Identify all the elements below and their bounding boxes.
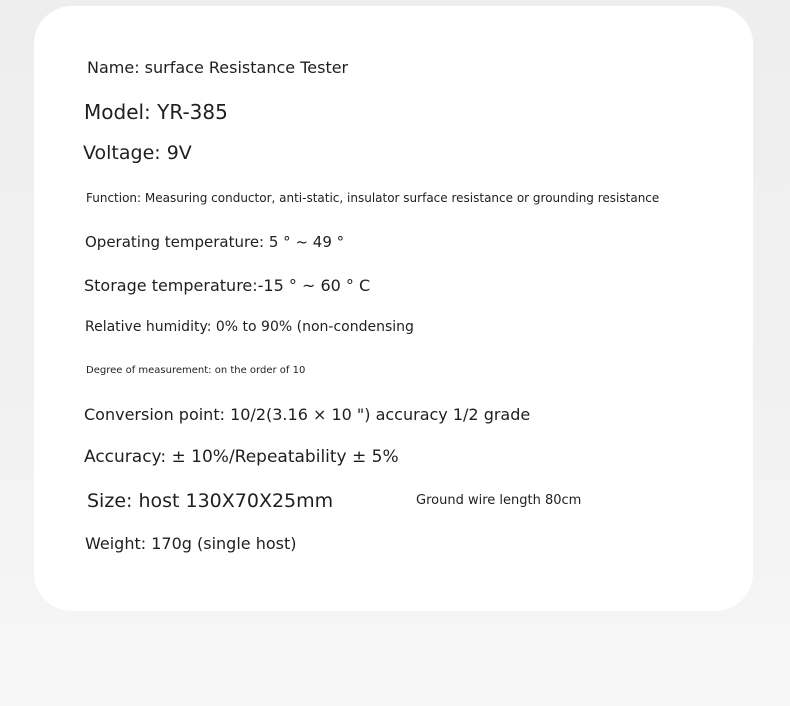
spec-name: Name: surface Resistance Tester <box>87 58 349 77</box>
spec-operating-temperature: Operating temperature: 5 ° ~ 49 ° <box>85 233 345 251</box>
spec-ground-wire-length: Ground wire length 80cm <box>416 493 582 508</box>
spec-function: Function: Measuring conductor, anti-static, insulator surface resistance or grounding resistance <box>86 191 660 205</box>
spec-model: Model: YR-385 <box>84 100 228 124</box>
spec-accuracy: Accuracy: ± 10%/Repeatability ± 5% <box>84 447 399 467</box>
spec-storage-temperature: Storage temperature:-15 ° ~ 60 ° C <box>84 276 371 295</box>
spec-card <box>34 6 753 611</box>
spec-voltage: Voltage: 9V <box>83 142 192 164</box>
spec-degree-of-measurement: Degree of measurement: on the order of 10 <box>86 365 306 376</box>
spec-size: Size: host 130X70X25mm <box>87 490 334 512</box>
spec-relative-humidity: Relative humidity: 0% to 90% (non-condensing <box>85 319 414 335</box>
spec-weight: Weight: 170g (single host) <box>85 534 297 553</box>
spec-conversion-point: Conversion point: 10/2(3.16 × 10 ") accuracy 1/2 grade <box>84 405 531 424</box>
